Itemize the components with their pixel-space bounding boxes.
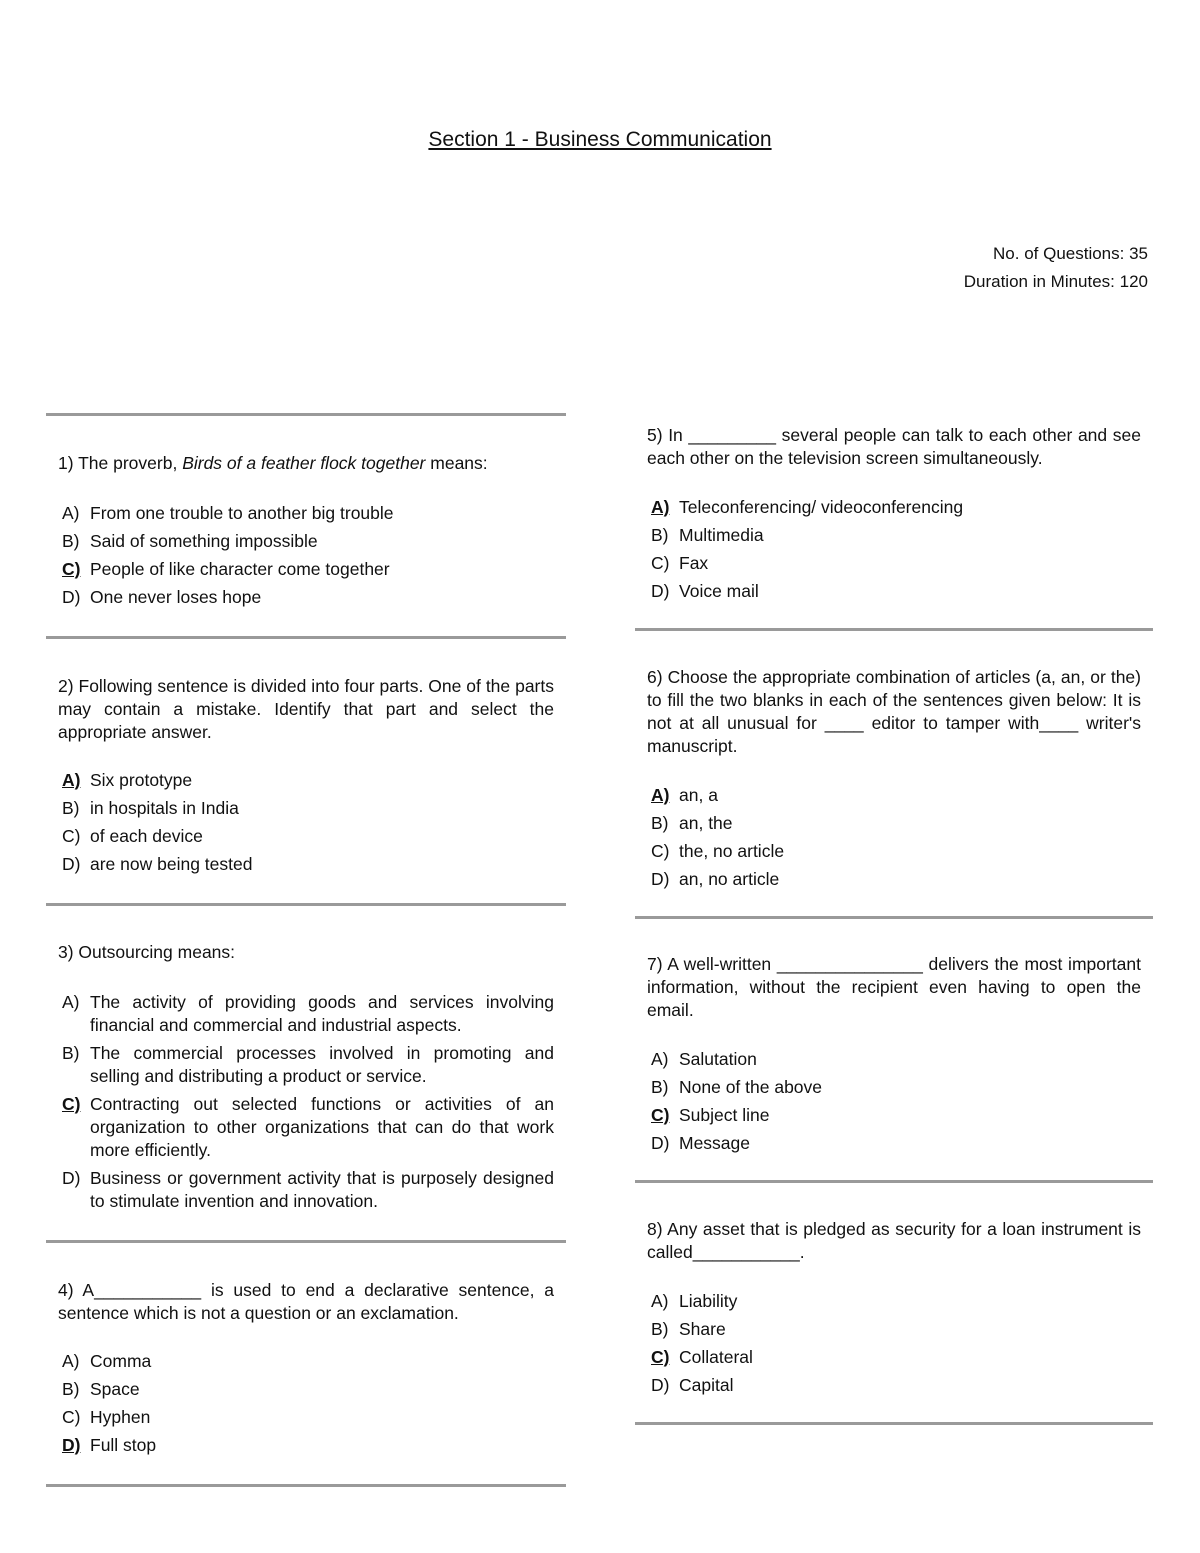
option-correct[interactable]: C) Contracting out selected functions or activities of an organization to other organizations that can do that work more efficiently. xyxy=(62,1094,554,1160)
question-text: 5) In _________ several people can talk to each other and see each other on the television screen simultaneously. xyxy=(647,425,1141,468)
option[interactable]: B) an, the xyxy=(651,813,733,833)
option[interactable]: D) One never loses hope xyxy=(62,587,262,607)
divider xyxy=(46,1484,566,1487)
option[interactable]: D) an, no article xyxy=(651,869,780,889)
question-7 xyxy=(635,919,1153,1180)
question-3 xyxy=(46,906,566,1240)
question-4 xyxy=(46,1243,566,1484)
duration: Duration in Minutes: 120 xyxy=(963,272,1148,291)
option[interactable]: B) Multimedia xyxy=(651,525,764,545)
right-column xyxy=(635,424,1153,1425)
option[interactable]: D) are now being tested xyxy=(62,854,253,874)
option[interactable]: A) Liability xyxy=(651,1291,738,1311)
option-correct[interactable]: D) Full stop xyxy=(62,1435,157,1455)
option[interactable]: C) Fax xyxy=(651,553,709,573)
option[interactable]: A) From one trouble to another big trouble xyxy=(62,503,394,523)
question-1 xyxy=(46,416,566,636)
question-count: No. of Questions: 35 xyxy=(993,244,1148,263)
question-5 xyxy=(635,424,1153,628)
question-text: 3) Outsourcing means: xyxy=(58,942,236,962)
option[interactable]: C) of each device xyxy=(62,826,203,846)
divider xyxy=(635,1422,1153,1425)
question-8 xyxy=(635,1183,1153,1422)
option[interactable]: B) Space xyxy=(62,1379,140,1399)
option[interactable]: C) Hyphen xyxy=(62,1407,151,1427)
option[interactable]: D) Business or government activity that is purposely designed to stimulate invention and innovation. xyxy=(62,1168,554,1211)
option-correct[interactable]: C) People of like character come together xyxy=(62,559,390,579)
question-text: 7) A well-written _______________ delivers the most important information, without the recipient even having to open the email. xyxy=(647,954,1141,1020)
question-text: 6) Choose the appropriate combination of articles (a, an, or the) to fill the two blanks in each of the sentences given below: It is not at all unusual for ____ editor to tamper with____ writer's manuscript. xyxy=(647,667,1141,756)
option-correct[interactable]: A) Six prototype xyxy=(62,770,193,790)
left-column xyxy=(46,413,566,1487)
option[interactable]: B) None of the above xyxy=(651,1077,823,1097)
option[interactable]: B) The commercial processes involved in promoting and selling and distributing a product or service. xyxy=(62,1043,554,1086)
option[interactable]: A) Comma xyxy=(62,1351,152,1371)
option-correct[interactable]: A) Teleconferencing/ videoconferencing xyxy=(651,497,964,517)
question-text: 8) Any asset that is pledged as security for a loan instrument is called___________. xyxy=(647,1219,1141,1262)
question-text: 1) The proverb, Birds of a feather flock together means: xyxy=(58,453,488,473)
option[interactable]: D) Message xyxy=(651,1133,751,1153)
exam-meta xyxy=(964,240,1148,296)
option-correct[interactable]: C) Subject line xyxy=(651,1105,770,1125)
question-text: 4) A___________ is used to end a declarative sentence, a sentence which is not a question or an exclamation. xyxy=(58,1280,554,1323)
page-title: Section 1 - Business Communication xyxy=(428,128,772,151)
option[interactable]: D) Capital xyxy=(651,1375,734,1395)
option-correct[interactable]: C) Collateral xyxy=(651,1347,753,1367)
question-2 xyxy=(46,639,566,903)
option[interactable]: B) in hospitals in India xyxy=(62,798,239,818)
option[interactable]: B) Said of something impossible xyxy=(62,531,318,551)
option[interactable]: B) Share xyxy=(651,1319,726,1339)
question-text: 2) Following sentence is divided into four parts. One of the parts may contain a mistake. Identify that part and select the appropriate answer. xyxy=(58,676,554,742)
option[interactable]: A) Salutation xyxy=(651,1049,757,1069)
option[interactable]: A) The activity of providing goods and services involving financial and commercial and industrial aspects. xyxy=(62,992,554,1035)
option[interactable]: D) Voice mail xyxy=(651,581,759,601)
question-6 xyxy=(635,631,1153,916)
option-correct[interactable]: A) an, a xyxy=(651,785,718,805)
option[interactable]: C) the, no article xyxy=(651,841,785,861)
